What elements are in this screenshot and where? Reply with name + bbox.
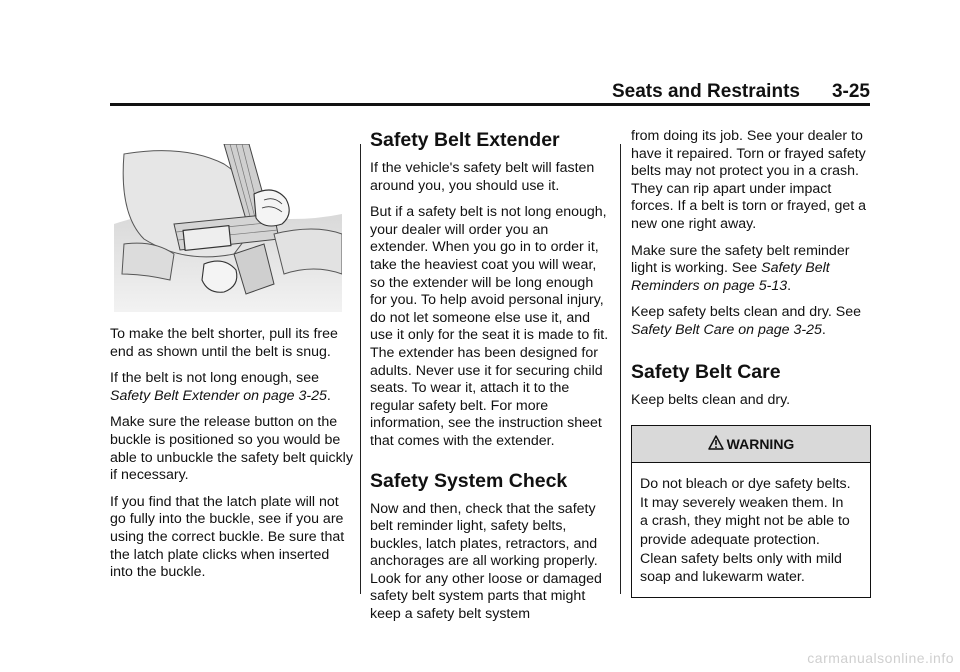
- paragraph: But if a safety belt is not long enough, your dealer will order you an extender. When you go in to order it, take the heaviest coat you will wear, so the extender will be long enough for you. To help avoid personal injury, do not let someone else use it, and use it only for the seat it is made to fit. The extender has been designed for adults. Never use it for securing child seats. To wear it, attach it to the regular safety belt. For more information, see the instruction sheet that comes with the extender.: [370, 204, 609, 449]
- page-number: 3-25: [831, 81, 870, 102]
- warning-line: Do not bleach or dye safety belts.: [640, 476, 851, 493]
- warning-box: [631, 425, 871, 598]
- paragraph: [110, 370, 354, 405]
- cross-reference-link[interactable]: Safety Belt Care on page 3-25: [631, 321, 822, 338]
- warning-label: WARNING: [726, 436, 795, 453]
- warning-line: soap and lukewarm water.: [640, 569, 805, 586]
- column-right: [631, 128, 871, 598]
- header-rule: [110, 103, 870, 106]
- paragraph: [631, 304, 871, 339]
- warning-header: [632, 426, 870, 463]
- paragraph-text: Make sure the safety belt reminder light is working. See: [631, 242, 850, 277]
- paragraph-text: If the belt is not long enough, see: [110, 370, 320, 387]
- paragraph: Now and then, check that the safety belt reminder light, safety belts, buckles, latch plates, retractors, and anchorages are all working properly. Look for any other loose or damaged safety belt system parts that might keep a safety belt system: [370, 500, 602, 623]
- section-title: Seats and Restraints: [612, 81, 800, 102]
- paragraph: If the vehicle's safety belt will fasten around you, you should use it.: [370, 160, 595, 194]
- page-header: [110, 80, 870, 104]
- column-divider: [360, 144, 361, 594]
- belt-adjustment-illustration: [114, 144, 342, 312]
- belt-illustration-svg: [114, 144, 342, 312]
- column-middle: [370, 128, 610, 633]
- section-heading-extender: Safety Belt Extender: [370, 129, 560, 151]
- paragraph: If you find that the latch plate will not go fully into the buckle, see if you are using the correct buckle. Be sure that the latch plate clicks when inserted into the buckle.: [110, 493, 345, 581]
- paragraph: To make the belt shorter, pull its free end as shown until the belt is snug.: [110, 326, 338, 360]
- cross-reference-link[interactable]: Safety Belt Extender on page 3-25: [110, 387, 327, 404]
- paragraph-text: .: [787, 277, 792, 294]
- section-heading-check: Safety System Check: [370, 469, 568, 492]
- warning-line: provide adequate protection.: [640, 531, 820, 548]
- warning-line: a crash, they might not be able to: [640, 513, 850, 530]
- watermark: carmanualsonline.info: [807, 650, 954, 666]
- paragraph: from doing its job. See your dealer to have it repaired. Torn or frayed safety belts may not protect you in a crash. They can rip apart under impact forces. If a belt is torn or frayed, get a new one right away.: [631, 128, 866, 232]
- paragraph-text: .: [326, 387, 331, 404]
- paragraph-text: .: [821, 321, 826, 338]
- warning-line: It may severely weaken them. In: [640, 494, 844, 511]
- column-divider: [620, 144, 621, 594]
- column-left: [110, 144, 354, 591]
- paragraph: Keep belts clean and dry.: [631, 391, 791, 408]
- paragraph-text: Keep safety belts clean and dry. See: [631, 304, 862, 321]
- warning-line: Clean safety belts only with mild: [640, 550, 842, 567]
- warning-body: [632, 463, 870, 597]
- paragraph: Make sure the release button on the buckle is positioned so you would be able to unbuckle the safety belt quickly if necessary.: [110, 414, 353, 484]
- section-heading-care: Safety Belt Care: [631, 360, 781, 383]
- warning-triangle-icon: [708, 435, 724, 453]
- cross-reference-link[interactable]: Safety Belt Reminders on page 5-13: [631, 260, 830, 294]
- paragraph: [631, 243, 871, 296]
